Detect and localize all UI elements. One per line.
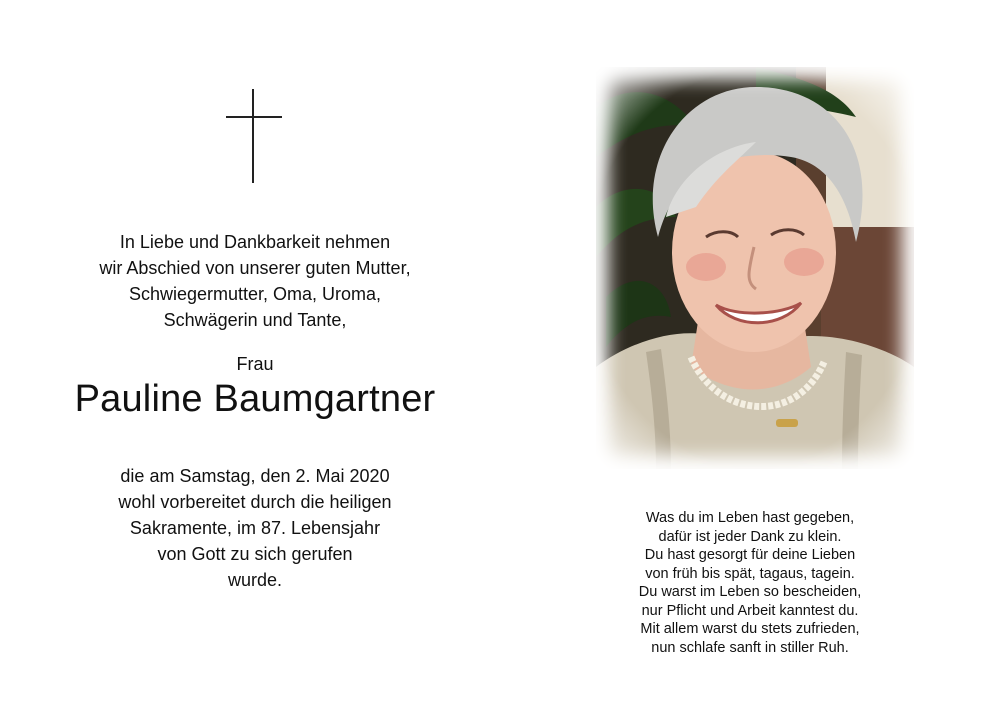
poem-line: Mit allem warst du stets zufrieden,	[640, 621, 860, 637]
death-line: wurde.	[227, 570, 283, 590]
death-line: wohl vorbereitet durch die heiligen	[118, 492, 392, 512]
poem-line: Was du im Leben hast gegeben,	[645, 510, 855, 526]
death-line: von Gott zu sich gerufen	[157, 544, 353, 564]
poem-line: von früh bis spät, tagaus, tagein.	[645, 565, 855, 582]
death-line: Sakramente, im 87. Lebensjahr	[129, 518, 381, 538]
cross-vertical-bar	[252, 89, 254, 183]
death-notice-text	[40, 463, 470, 593]
intro-text	[40, 229, 470, 333]
poem-line: Du hast gesorgt für deine Lieben	[644, 547, 856, 563]
deceased-name: Pauline Baumgartner	[74, 378, 436, 420]
death-line: die am Samstag, den 2. Mai 2020	[120, 466, 390, 486]
poem-line: nur Pflicht und Arbeit kanntest du.	[641, 602, 859, 619]
intro-line: In Liebe und Dankbarkeit nehmen	[119, 232, 391, 252]
honorific: Frau	[236, 354, 274, 374]
cross-horizontal-bar	[226, 116, 282, 118]
intro-line: Schwägerin und Tante,	[163, 310, 347, 330]
poem-line: Du warst im Leben so bescheiden,	[638, 584, 862, 600]
intro-line: wir Abschied von unserer guten Mutter,	[99, 258, 411, 278]
intro-line: Schwiegermutter, Oma, Uroma,	[128, 284, 382, 304]
portrait-photo	[596, 67, 914, 469]
poem-line: nun schlafe sanft in stiller Ruh.	[651, 639, 849, 656]
memorial-poem	[590, 509, 910, 657]
poem-line: dafür ist jeder Dank zu klein.	[658, 528, 842, 545]
cross-icon	[226, 89, 282, 183]
